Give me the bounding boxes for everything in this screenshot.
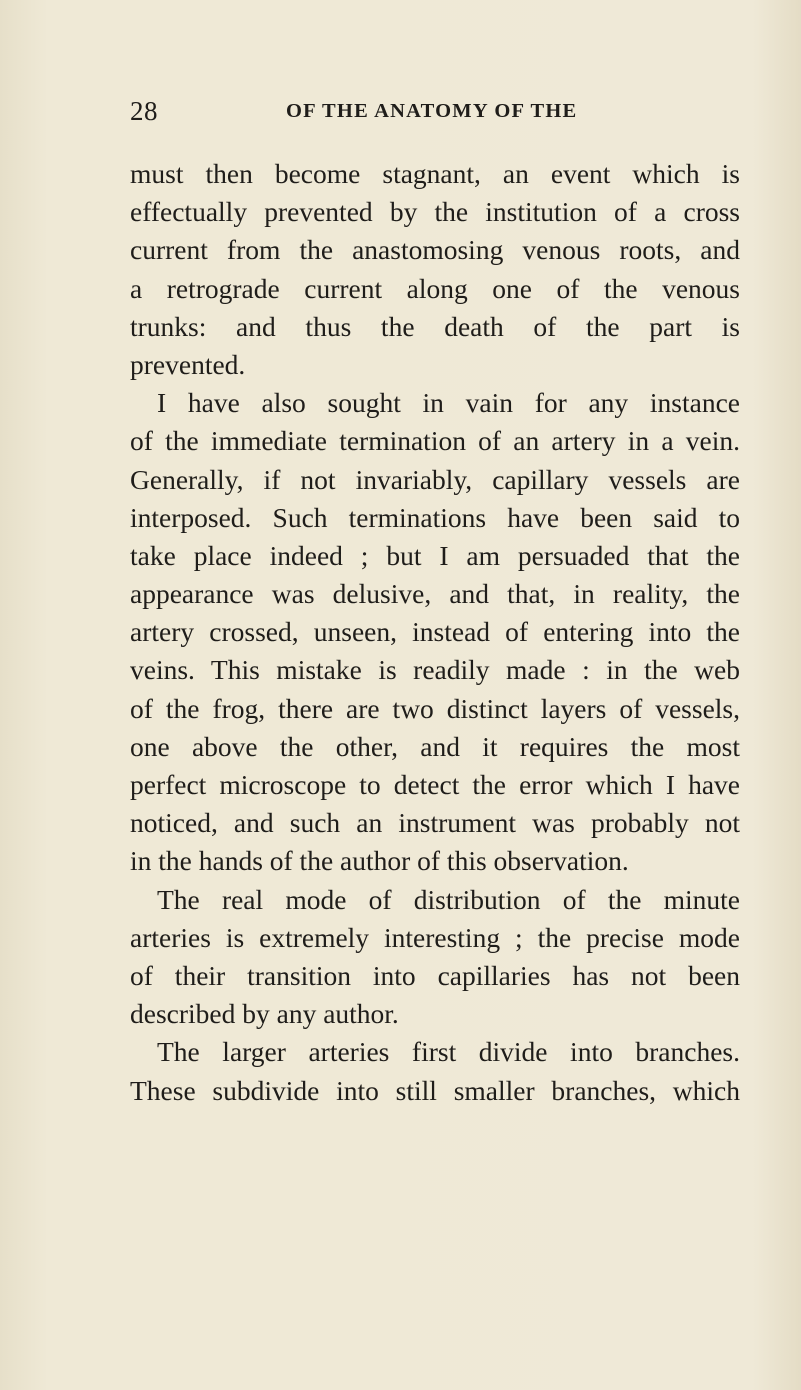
page-number: 28 bbox=[130, 96, 158, 126]
text-line: current from the anastomosing venous roots, and bbox=[130, 234, 740, 266]
text-line: perfect microscope to detect the error which I have bbox=[130, 769, 740, 800]
text-line: Generally, if not invariably, capillary vessels are bbox=[130, 463, 740, 495]
text-line: noticed, and such an instrument was probably not bbox=[130, 807, 740, 839]
text-line: veins. This mistake is readily made : in the web bbox=[130, 654, 740, 686]
text-line: The larger arteries first divide into branches. bbox=[157, 1036, 740, 1068]
text-line: These subdivide into still smaller branches, which bbox=[130, 1074, 740, 1106]
running-head: OF THE ANATOMY OF THE bbox=[286, 100, 578, 122]
text-line: one above the other, and it requires the most bbox=[130, 730, 740, 762]
text-line: appearance was delusive, and that, in reality, the bbox=[130, 578, 740, 610]
text-line: The real mode of distribution of the minute bbox=[157, 883, 740, 915]
text-line: described by any author. bbox=[130, 998, 399, 1030]
text-line: prevented. bbox=[130, 348, 246, 380]
body-text bbox=[130, 155, 740, 1110]
page-header bbox=[130, 96, 730, 136]
text-line: arteries is extremely interesting ; the precise mode bbox=[130, 921, 740, 953]
text-line: interposed. Such terminations have been said to bbox=[130, 501, 740, 533]
text-line: effectually prevented by the institution of a cross bbox=[130, 196, 740, 228]
text-line: in the hands of the author of this observation. bbox=[130, 845, 629, 877]
text-line: a retrograde current along one of the venous bbox=[130, 272, 740, 304]
text-line: must then become stagnant, an event which is bbox=[130, 158, 740, 189]
text-line: of the frog, there are two distinct layers of vessels, bbox=[130, 692, 740, 724]
text-line: of the immediate termination of an artery in a vein. bbox=[130, 425, 740, 457]
text-line: trunks: and thus the death of the part is bbox=[130, 310, 740, 342]
text-line: of their transition into capillaries has not been bbox=[130, 959, 740, 991]
text-line: take place indeed ; but I am persuaded that the bbox=[130, 539, 740, 571]
text-line: I have also sought in vain for any instance bbox=[157, 387, 740, 419]
text-line: artery crossed, unseen, instead of entering into the bbox=[130, 616, 740, 648]
